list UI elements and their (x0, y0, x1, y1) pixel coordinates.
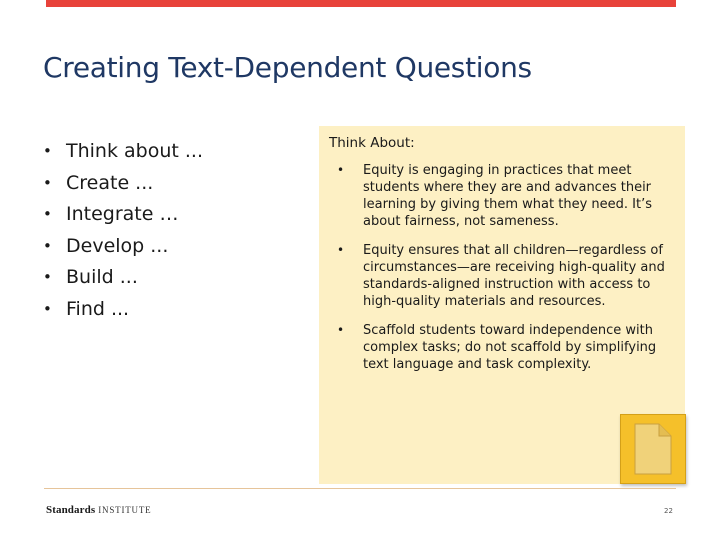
bullet-dot: • (43, 205, 52, 223)
bullet-dot: • (43, 142, 52, 160)
bullet-text: Create ... (66, 171, 154, 194)
panel-item-text: Scaffold students toward independence with complex tasks; do not scaffold by simplifying text language and task complexity. (363, 323, 657, 372)
panel-item (335, 322, 680, 373)
bullet-dot: • (337, 243, 345, 257)
document-icon-button[interactable] (620, 414, 686, 484)
bullet-text: Find ... (66, 297, 130, 320)
bullet-text: Develop ... (66, 234, 169, 257)
bullet-dot: • (337, 163, 345, 177)
logo-rest: INSTITUTE (95, 505, 152, 515)
slide-title: Creating Text-Dependent Questions (43, 51, 532, 84)
bullet-dot: • (43, 236, 52, 255)
document-icon (634, 423, 672, 475)
page-number: 22 (664, 507, 673, 515)
panel-item-text: Equity ensures that all children—regardless of circumstances—are receiving high-quality and standards-aligned instruction with access to high-quality materials and resources. (363, 243, 665, 309)
footer-divider (44, 488, 676, 489)
bullet-item (40, 136, 203, 168)
bullet-item (40, 231, 203, 263)
bullet-dot: • (43, 299, 52, 318)
bullet-item (40, 294, 203, 326)
top-accent-bar (46, 0, 676, 7)
bullet-list (40, 136, 203, 325)
bullet-text: Build ... (66, 266, 138, 288)
standards-institute-logo (46, 504, 151, 516)
bullet-text: Think about ... (66, 140, 203, 162)
panel-item-text: Equity is engaging in practices that meet students where they are and advances their learning by giving them what they need. It’s about fairness, not sameness. (363, 163, 652, 229)
bullet-item (40, 262, 203, 294)
bullet-text: Integrate … (66, 203, 179, 225)
panel-list (335, 162, 680, 385)
panel-item (335, 162, 680, 230)
bullet-dot: • (43, 268, 52, 286)
panel-item (335, 242, 680, 310)
bullet-item (40, 199, 203, 231)
bullet-dot: • (337, 323, 345, 337)
panel-heading: Think About: (329, 135, 415, 151)
bullet-item (40, 168, 203, 200)
bullet-dot: • (43, 173, 52, 192)
logo-bold: Standards (46, 504, 96, 516)
